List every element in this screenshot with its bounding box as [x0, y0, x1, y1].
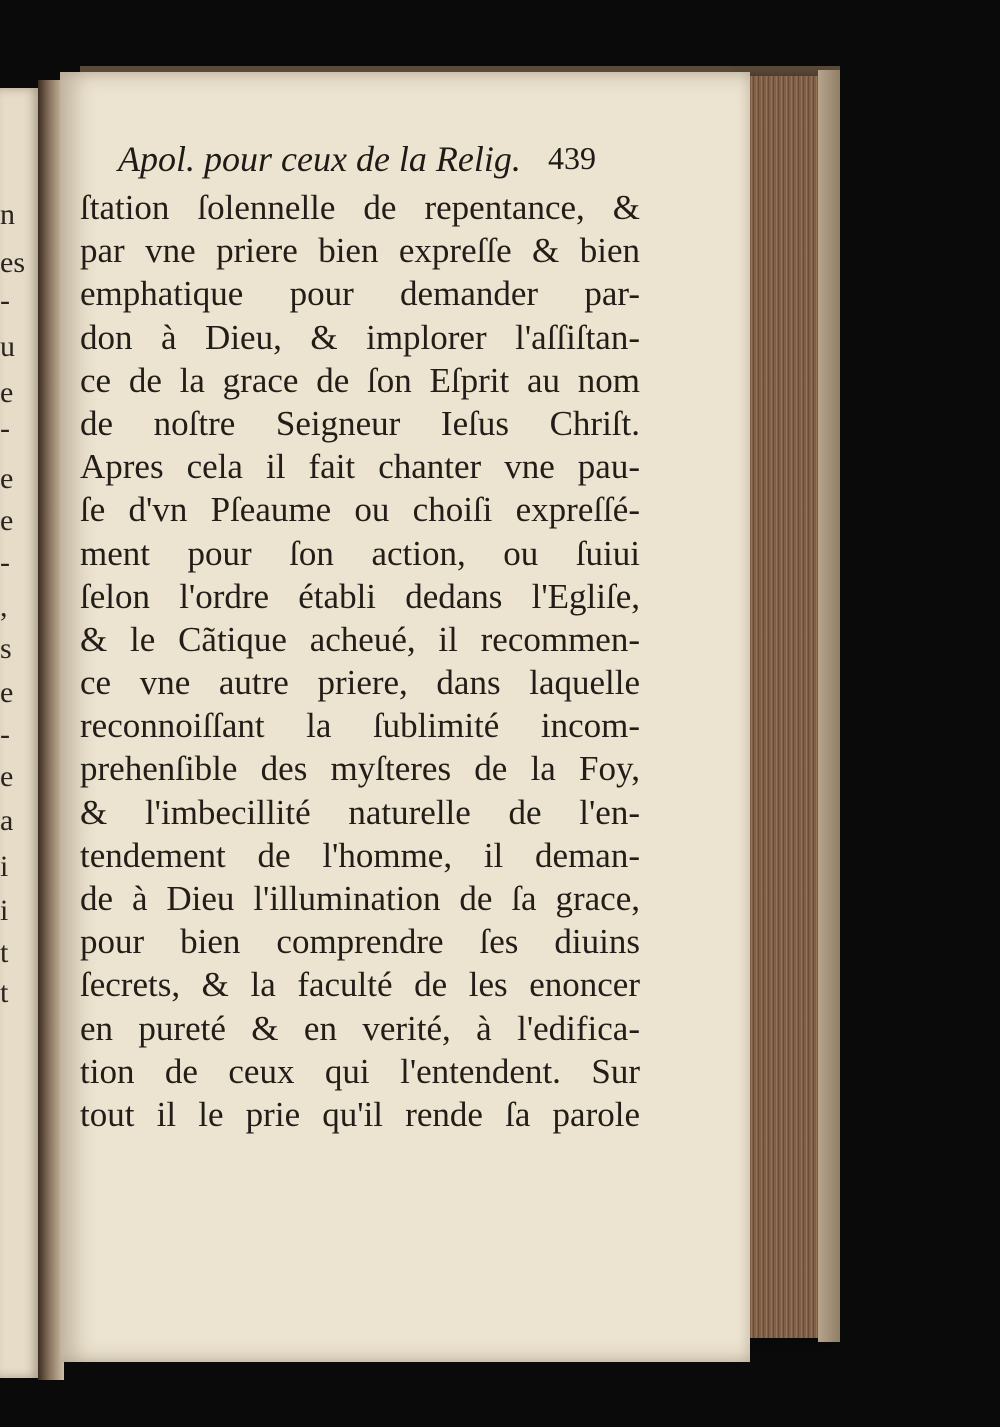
text-line: tendement de l'homme, il deman- — [80, 835, 640, 875]
left-page-fragment: , — [0, 590, 8, 623]
text-line: emphatique pour demander par- — [80, 274, 640, 314]
text-line: & l'imbecillité naturelle de l'en- — [80, 792, 640, 832]
page-body-text — [80, 186, 640, 1136]
text-line: prehenſible des myſteres de la Foy, — [80, 749, 640, 789]
left-page-fragment: - — [0, 412, 10, 445]
left-page-fragment: - — [0, 546, 10, 579]
left-page-fragment: - — [0, 284, 10, 317]
text-line: ment pour ſon action, ou ſuiui — [80, 533, 640, 573]
left-page-fragment: e — [0, 376, 14, 409]
text-line: en pureté & en verité, à l'edifica- — [80, 1008, 640, 1048]
left-page-fragment: i — [0, 850, 9, 883]
text-line: ſtation ſolennelle de repentance, & — [80, 188, 640, 227]
text-line: tout il le prie qu'il rende ſa parole — [80, 1094, 640, 1134]
text-line: don à Dieu, & implorer l'aſſiſtan- — [80, 317, 640, 357]
text-line: Apres cela il fait chanter vne pau- — [80, 447, 640, 487]
text-line: ce de la grace de ſon Eſprit au nom — [80, 360, 640, 400]
text-line: tion de ceux qui l'entendent. Sur — [80, 1051, 640, 1091]
left-page-fragment: i — [0, 894, 9, 927]
text-line: ſe d'vn Pſeaume ou choiſi expreſſé- — [80, 490, 640, 530]
text-line: ce vne autre priere, dans laquelle — [80, 663, 640, 703]
left-page-fragment: es — [0, 246, 25, 279]
left-page-fragment: e — [0, 676, 14, 709]
left-page-fragment: t — [0, 936, 9, 969]
left-page-fragment: t — [0, 976, 9, 1009]
left-page-fragment: n — [0, 198, 15, 231]
left-page-fragment: - — [0, 718, 10, 751]
left-page-fragment: u — [0, 330, 15, 363]
text-line: reconnoiſſant la ſublimité incom- — [80, 706, 640, 746]
page-number: 439 — [548, 140, 596, 176]
text-line: & le Cãtique acheué, il recommen- — [80, 619, 640, 659]
text-line: de à Dieu l'illumination de ſa grace, — [80, 879, 640, 918]
left-page-fragment: e — [0, 760, 14, 793]
text-line: par vne priere bien expreſſe & bien — [80, 231, 640, 271]
text-line: de noſtre Seigneur Ieſus Chriſt. — [80, 403, 640, 443]
left-page-fragment: s — [0, 632, 12, 665]
left-page-fragment: a — [0, 804, 14, 837]
text-line: ſecrets, & la faculté de les enoncer — [80, 965, 640, 1005]
running-head — [118, 138, 618, 190]
left-page-fragment: e — [0, 462, 14, 495]
book-cover-edge — [818, 70, 840, 1342]
running-head-title: Apol. pour ceux de la Relig. — [118, 139, 521, 179]
previous-page-edge — [0, 88, 40, 1378]
text-line: pour bien comprendre ſes diuins — [80, 922, 640, 962]
left-page-fragment: e — [0, 504, 14, 537]
text-line: ſelon l'ordre établi dedans l'Egliſe, — [80, 576, 640, 616]
